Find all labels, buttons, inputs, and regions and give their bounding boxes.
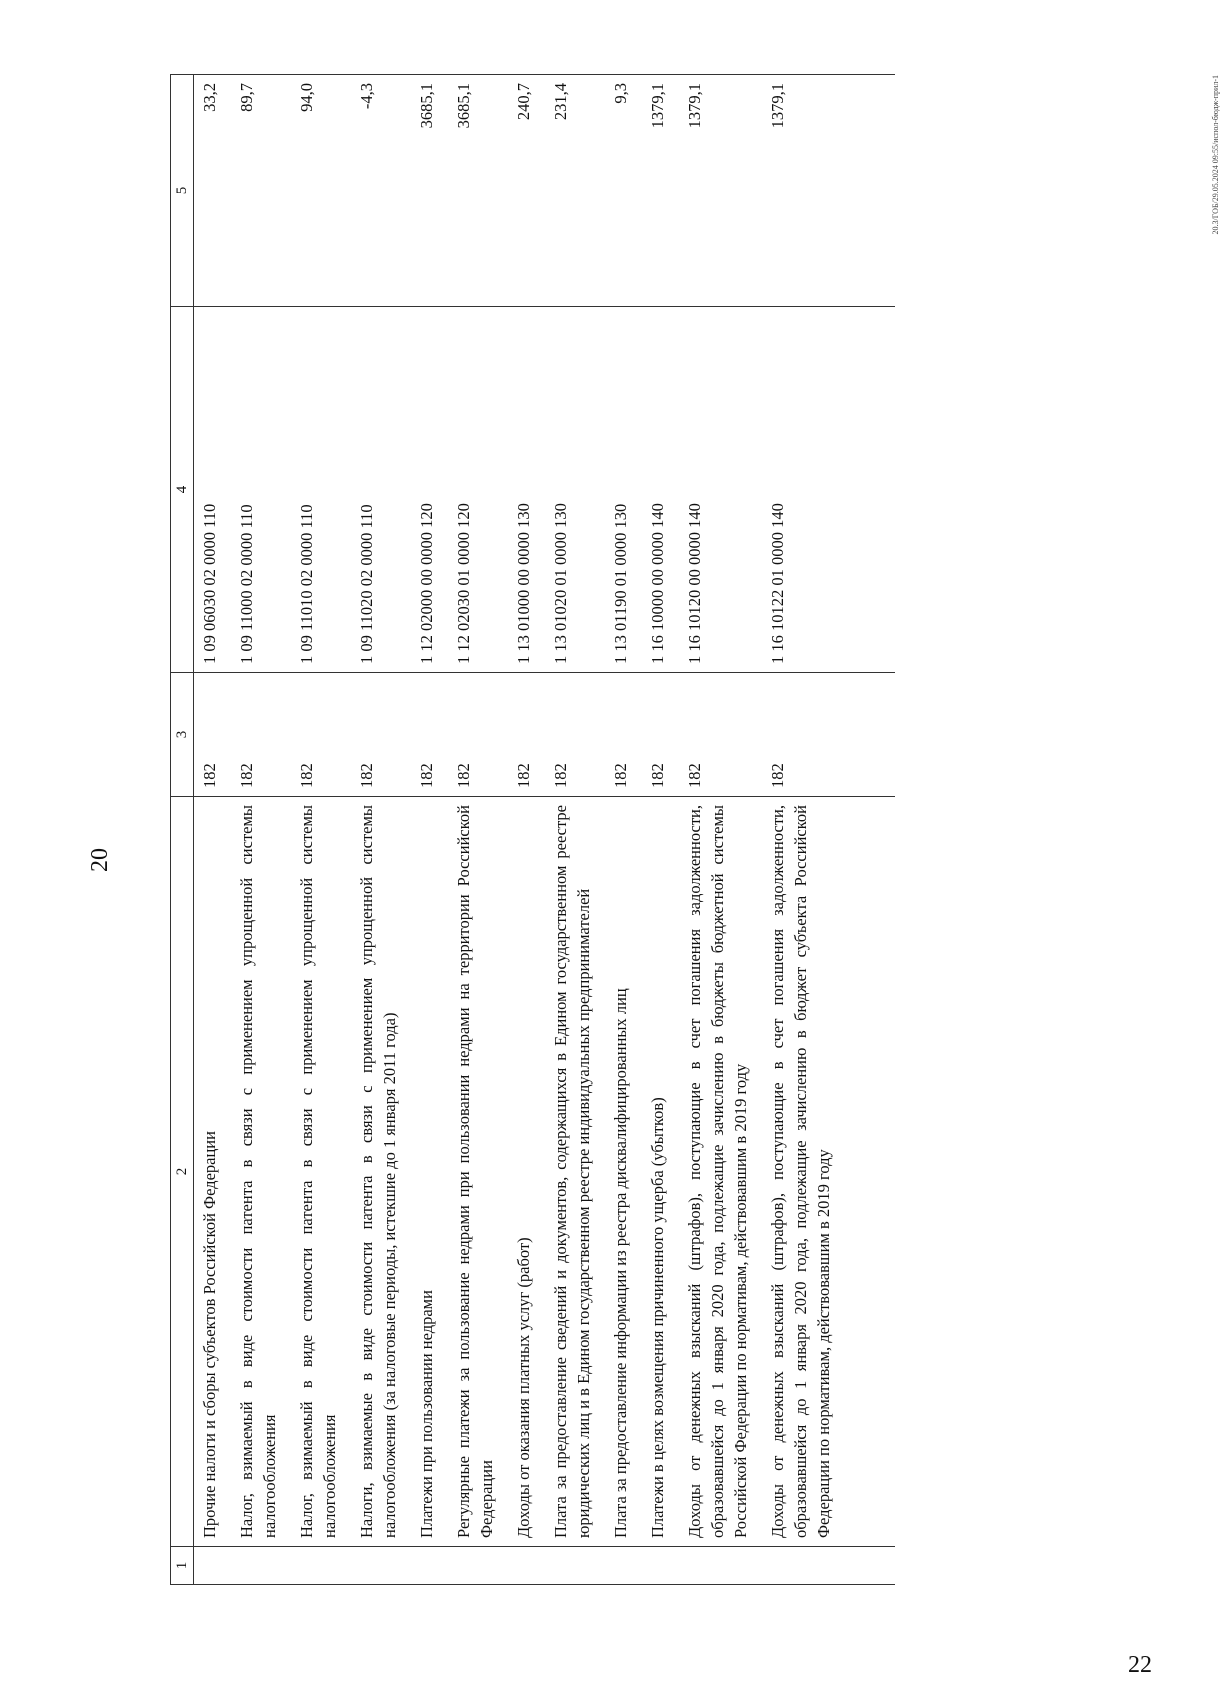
row-name-cell: Налог, взимаемый в виде стоимости патента в связи с применением упрощенной системы налогообложения: [231, 797, 291, 1547]
row-name-cell: Прочие налоги и сборы субъектов Российской Федерации: [194, 797, 232, 1547]
table-row: [679, 75, 762, 1585]
row-amount-cell: 89,7: [231, 75, 291, 307]
row-admin-code-cell: 182: [762, 673, 895, 797]
row-amount-cell: 3685,1: [411, 75, 448, 307]
row-name-cell: Налог, взимаемый в виде стоимости патента в связи с применением упрощенной системы налогообложения: [291, 797, 351, 1547]
row-admin-code-cell: 182: [194, 673, 232, 797]
row-index-cell: [679, 1547, 762, 1585]
sheet-number: 22: [1128, 1652, 1152, 1678]
row-admin-code-cell: 182: [545, 673, 605, 797]
row-name-cell: Доходы от денежных взысканий (штрафов), поступающие в счет погашения задолженности, образовавшейся до 1 января 2020 года, подлежащие зачислению в бюджеты бюджетной системы Российской Федерации по нормативам, действовавшим в 2019 году: [679, 797, 762, 1547]
row-amount-cell: 1379,1: [642, 75, 679, 307]
row-budget-code-cell: 1 09 06030 02 0000 110: [194, 307, 232, 673]
row-admin-code-cell: 182: [448, 673, 508, 797]
row-amount-cell: 9,3: [605, 75, 642, 307]
row-budget-code-cell: 1 12 02030 01 0000 120: [448, 307, 508, 673]
row-admin-code-cell: 182: [411, 673, 448, 797]
row-admin-code-cell: 182: [642, 673, 679, 797]
table-row: [448, 75, 508, 1585]
document-stamp: 20.3/ГОБ/29.05.2024 09:55/испол-бюдж-прил-1: [1211, 75, 1220, 235]
table-row: [642, 75, 679, 1585]
table-row: [762, 75, 895, 1585]
row-amount-cell: 231,4: [545, 75, 605, 307]
row-index-cell: [411, 1547, 448, 1585]
row-admin-code-cell: 182: [351, 673, 411, 797]
column-header-5: 5: [171, 75, 194, 307]
row-budget-code-cell: 1 09 11010 02 0000 110: [291, 307, 351, 673]
table-row: [351, 75, 411, 1585]
row-budget-code-cell: 1 12 02000 00 0000 120: [411, 307, 448, 673]
row-budget-code-cell: 1 13 01190 01 0000 130: [605, 307, 642, 673]
row-name-cell: Платежи в целях возмещения причиненного ущерба (убытков): [642, 797, 679, 1547]
rotated-page-content: [170, 75, 1230, 1585]
row-name-cell: Налоги, взимаемые в виде стоимости патента в связи с применением упрощенной системы налогообложения (за налоговые периоды, истекшие до 1 января 2011 года): [351, 797, 411, 1547]
row-budget-code-cell: 1 13 01020 01 0000 130: [545, 307, 605, 673]
row-amount-cell: 33,2: [194, 75, 232, 307]
table-row: [231, 75, 291, 1585]
column-header-3: 3: [171, 673, 194, 797]
column-header-1: 1: [171, 1547, 194, 1585]
row-amount-cell: 240,7: [508, 75, 545, 307]
row-name-cell: Плата за предоставление сведений и документов, содержащихся в Едином государственном реестре юридических лиц и в Едином государственном реестре индивидуальных предпринимателей: [545, 797, 605, 1547]
row-name-cell: Доходы от денежных взысканий (штрафов), поступающие в счет погашения задолженности, образовавшейся до 1 января 2020 года, подлежащие зачислению в бюджет субъекта Российской Федерации по нормативам, действовавшим в 2019 году: [762, 797, 895, 1547]
row-index-cell: [291, 1547, 351, 1585]
row-name-cell: Плата за предоставление информации из реестра дисквалифицированных лиц: [605, 797, 642, 1547]
column-header-4: 4: [171, 307, 194, 673]
row-amount-cell: 94,0: [291, 75, 351, 307]
row-admin-code-cell: 182: [231, 673, 291, 797]
row-index-cell: [231, 1547, 291, 1585]
row-index-cell: [605, 1547, 642, 1585]
table-row: [508, 75, 545, 1585]
row-index-cell: [508, 1547, 545, 1585]
row-name-cell: Платежи при пользовании недрами: [411, 797, 448, 1547]
row-budget-code-cell: 1 09 11020 02 0000 110: [351, 307, 411, 673]
row-budget-code-cell: 1 16 10000 00 0000 140: [642, 307, 679, 673]
row-budget-code-cell: 1 16 10122 01 0000 140: [762, 307, 895, 673]
row-amount-cell: -4,3: [351, 75, 411, 307]
table-row: [291, 75, 351, 1585]
column-header-2: 2: [171, 797, 194, 1547]
row-budget-code-cell: 1 13 01000 00 0000 130: [508, 307, 545, 673]
row-index-cell: [194, 1547, 232, 1585]
row-amount-cell: 3685,1: [448, 75, 508, 307]
row-index-cell: [351, 1547, 411, 1585]
row-index-cell: [545, 1547, 605, 1585]
table-row: [545, 75, 605, 1585]
row-admin-code-cell: 182: [508, 673, 545, 797]
table-row: [411, 75, 448, 1585]
row-name-cell: Доходы от оказания платных услуг (работ): [508, 797, 545, 1547]
row-amount-cell: 1379,1: [679, 75, 762, 307]
revenue-table: [170, 74, 895, 1585]
table-row: [605, 75, 642, 1585]
row-amount-cell: 1379,1: [762, 75, 895, 307]
page-number: 20: [87, 848, 113, 872]
row-index-cell: [762, 1547, 895, 1585]
row-admin-code-cell: 182: [291, 673, 351, 797]
row-name-cell: Регулярные платежи за пользование недрами при пользовании недрами на территории Российской Федерации: [448, 797, 508, 1547]
row-budget-code-cell: 1 16 10120 00 0000 140: [679, 307, 762, 673]
row-admin-code-cell: 182: [605, 673, 642, 797]
row-index-cell: [642, 1547, 679, 1585]
row-budget-code-cell: 1 09 11000 02 0000 110: [231, 307, 291, 673]
table-row: [194, 75, 232, 1585]
row-admin-code-cell: 182: [679, 673, 762, 797]
table-header-row: [171, 75, 194, 1585]
row-index-cell: [448, 1547, 508, 1585]
